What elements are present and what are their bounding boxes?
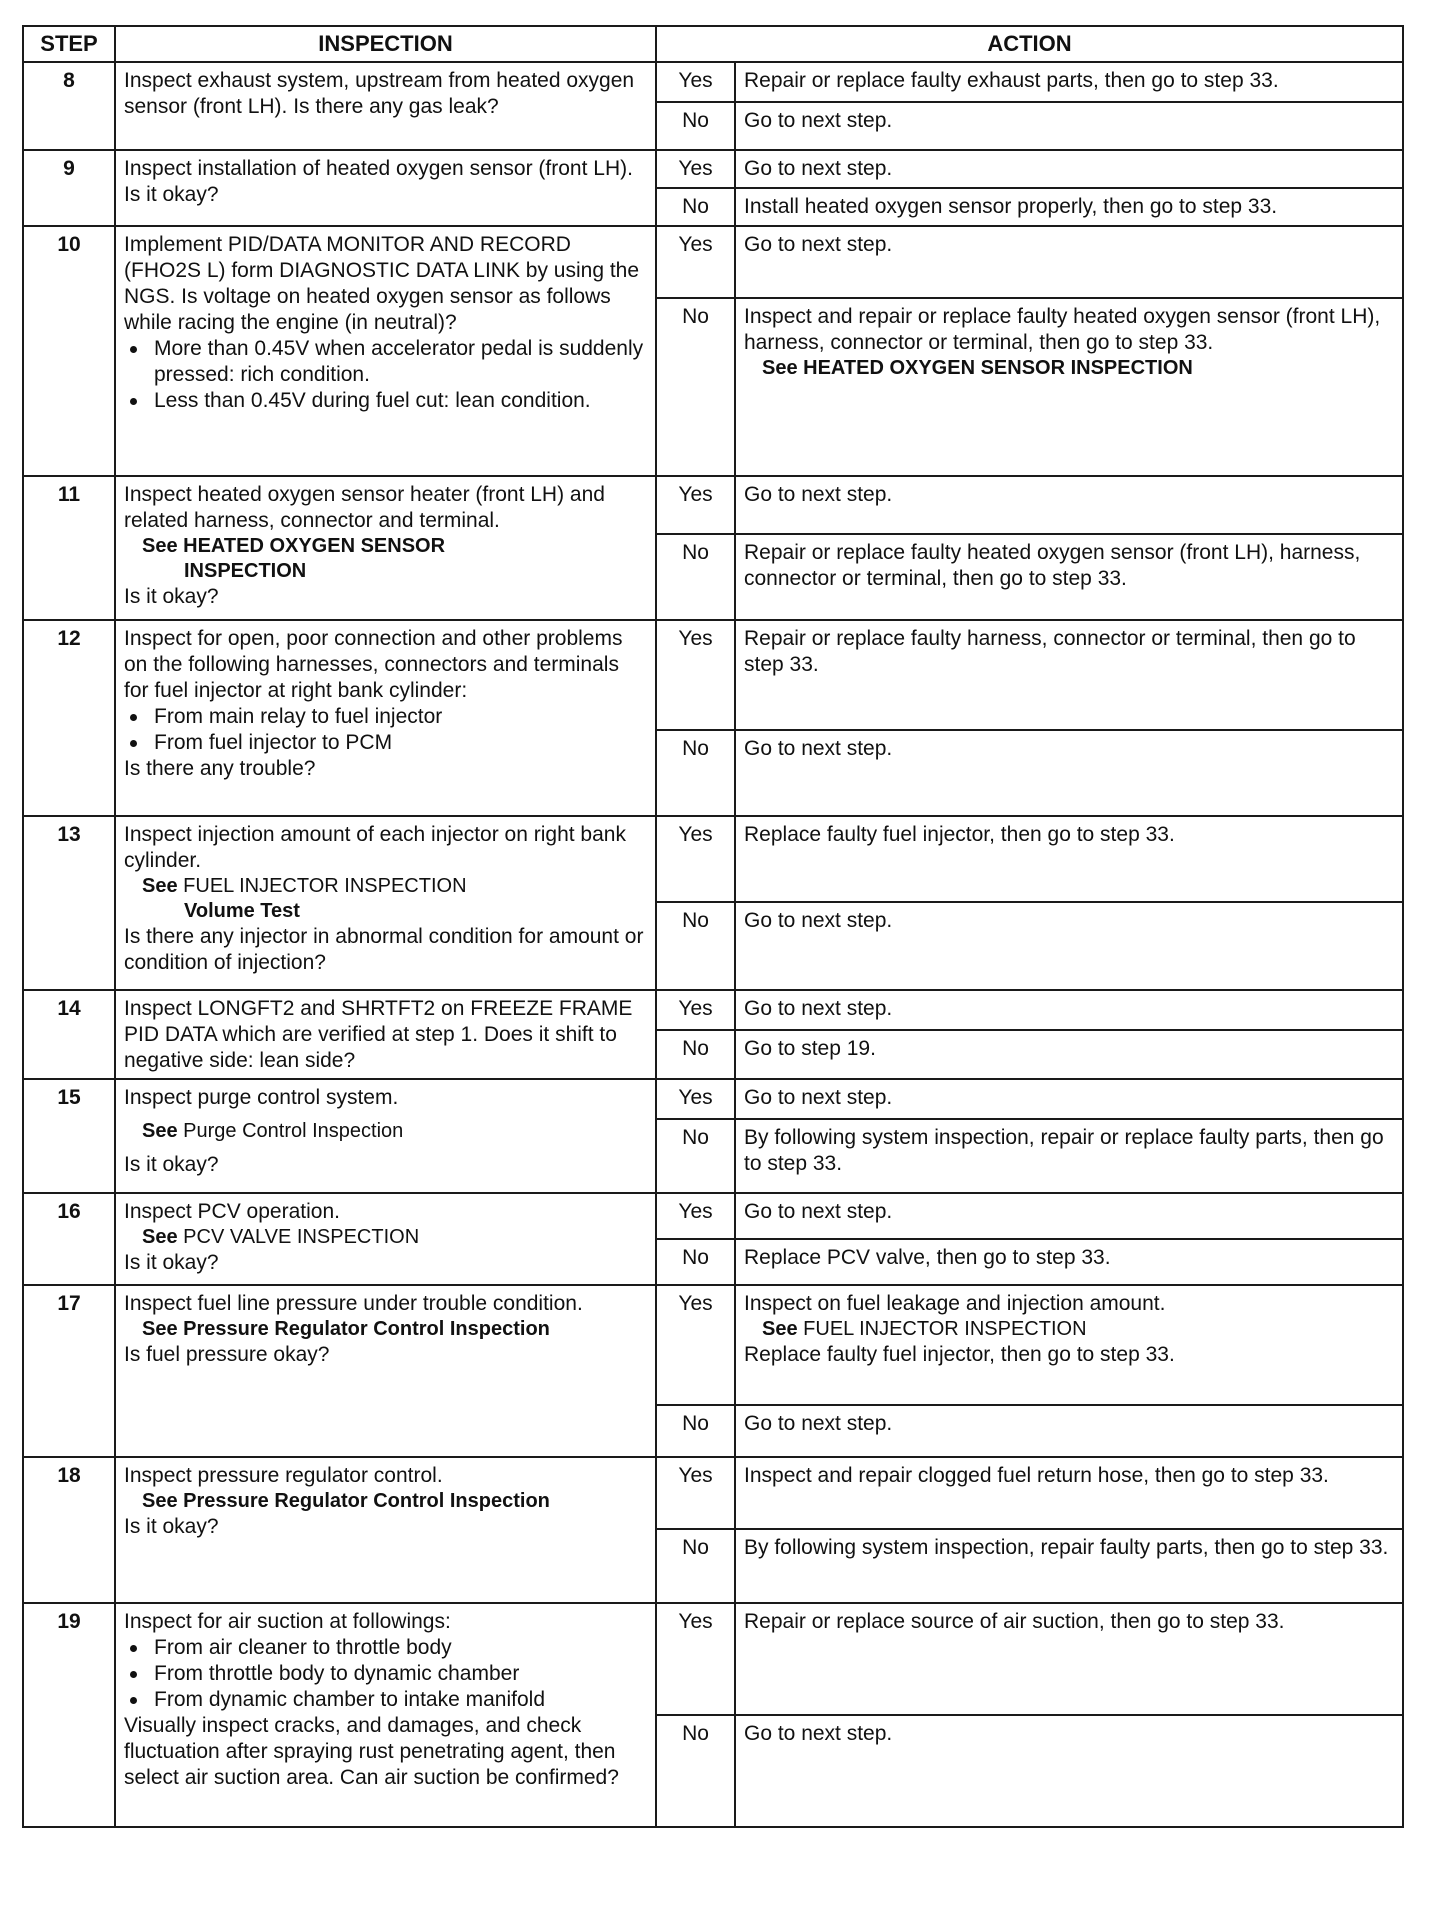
inspection-cell <box>115 816 656 990</box>
inspection-text: Inspect for air suction at followings: <box>124 1610 451 1634</box>
list-item: Less than 0.45V during fuel cut: lean condition. <box>124 388 647 414</box>
no-action: Repair or replace faulty heated oxygen sensor (front LH), harness, connector or terminal, then go to step 33. <box>735 534 1403 620</box>
inspection-cell <box>115 1457 656 1603</box>
list-item: From dynamic chamber to intake manifold <box>124 1687 647 1713</box>
no-action: Go to next step. <box>735 102 1403 150</box>
table-row <box>23 1079 1403 1119</box>
table-row <box>23 1193 1403 1239</box>
see-reference: See Pressure Regulator Control Inspection <box>142 1490 550 1513</box>
inspection-question: Is it okay? <box>124 1514 219 1538</box>
header-step: STEP <box>23 26 115 62</box>
inspection-text: Inspect purge control system. <box>124 1086 399 1110</box>
see-reference: See HEATED OXYGEN SENSOR <box>142 535 446 558</box>
no-label: No <box>656 1030 735 1079</box>
yes-action: Repair or replace faulty exhaust parts, then go to step 33. <box>735 62 1403 102</box>
inspection-cell <box>115 62 656 150</box>
inspection-text: Inspect injection amount of each injector on right bank cylinder. <box>124 823 626 873</box>
yes-action: Go to next step. <box>735 150 1403 188</box>
see-prefix: See <box>142 1226 178 1249</box>
no-action-cell <box>735 298 1403 476</box>
table-row <box>23 1285 1403 1405</box>
yes-action-followup: Replace faulty fuel injector, then go to step 33. <box>744 1342 1175 1366</box>
table-row <box>23 620 1403 730</box>
inspection-cell <box>115 990 656 1079</box>
yes-label: Yes <box>656 150 735 188</box>
list-item: From throttle body to dynamic chamber <box>124 1661 647 1687</box>
no-label: No <box>656 534 735 620</box>
see-reference: See HEATED OXYGEN SENSOR INSPECTION <box>762 357 1193 380</box>
list-item: From air cleaner to throttle body <box>124 1635 647 1661</box>
see-target: FUEL INJECTOR INSPECTION <box>183 875 467 898</box>
inspection-question: Is it okay? <box>124 1152 219 1176</box>
no-action: Go to step 19. <box>735 1030 1403 1079</box>
see-subreference: Volume Test <box>184 899 300 922</box>
step-number: 14 <box>23 990 115 1079</box>
inspection-cell <box>115 1603 656 1827</box>
step-number: 19 <box>23 1603 115 1827</box>
yes-action: Repair or replace faulty harness, connector or terminal, then go to step 33. <box>735 620 1403 730</box>
see-target: Purge Control Inspection <box>183 1120 404 1143</box>
see-reference <box>124 874 647 899</box>
step-number: 17 <box>23 1285 115 1457</box>
step-number: 9 <box>23 150 115 226</box>
inspection-question: Visually inspect cracks, and damages, and check fluctuation after spraying rust penetrating agent, then select air suction area. Can air suction be confirmed? <box>124 1714 619 1790</box>
see-reference <box>124 1119 647 1144</box>
list-item: From fuel injector to PCM <box>124 730 647 756</box>
yes-label: Yes <box>656 1603 735 1715</box>
inspection-question: Is it okay? <box>124 584 219 608</box>
table-row <box>23 1457 1403 1529</box>
no-label: No <box>656 902 735 990</box>
no-label: No <box>656 1119 735 1193</box>
inspection-cell <box>115 226 656 476</box>
no-label: No <box>656 298 735 476</box>
yes-action: Inspect and repair clogged fuel return hose, then go to step 33. <box>735 1457 1403 1529</box>
step-number: 15 <box>23 1079 115 1193</box>
step-number: 12 <box>23 620 115 816</box>
no-label: No <box>656 1405 735 1457</box>
step-number: 11 <box>23 476 115 620</box>
table-row <box>23 990 1403 1030</box>
inspection-cell <box>115 1079 656 1193</box>
no-action: Go to next step. <box>735 1715 1403 1827</box>
see-prefix: See <box>142 875 178 898</box>
header-inspection: INSPECTION <box>115 26 656 62</box>
yes-label: Yes <box>656 226 735 298</box>
see-reference <box>744 1317 1394 1342</box>
no-action: Replace PCV valve, then go to step 33. <box>735 1239 1403 1285</box>
yes-action: Go to next step. <box>735 1193 1403 1239</box>
yes-label: Yes <box>656 816 735 902</box>
see-target: FUEL INJECTOR INSPECTION <box>803 1318 1087 1341</box>
inspection-text: Inspect fuel line pressure under trouble condition. <box>124 1292 583 1316</box>
step-number: 10 <box>23 226 115 476</box>
step-number: 8 <box>23 62 115 150</box>
inspection-question: Is it okay? <box>124 1250 219 1274</box>
no-action: Go to next step. <box>735 902 1403 990</box>
no-action: Install heated oxygen sensor properly, then go to step 33. <box>735 188 1403 226</box>
yes-action: Go to next step. <box>735 1079 1403 1119</box>
yes-label: Yes <box>656 1193 735 1239</box>
yes-label: Yes <box>656 1079 735 1119</box>
header-row <box>23 26 1403 62</box>
no-action: Inspect and repair or replace faulty heated oxygen sensor (front LH), harness, connector or terminal, then go to step 33. <box>744 305 1381 355</box>
inspection-text: Inspect heated oxygen sensor heater (front LH) and related harness, connector and terminal. <box>124 483 605 533</box>
inspection-cell <box>115 620 656 816</box>
see-prefix: See <box>142 1120 178 1143</box>
table-row <box>23 226 1403 298</box>
diagnostic-table <box>22 25 1404 1828</box>
bullet-list <box>124 704 647 756</box>
bullet-list <box>124 1635 647 1713</box>
table-row <box>23 1603 1403 1715</box>
table-row <box>23 816 1403 902</box>
inspection-cell <box>115 1193 656 1285</box>
yes-action: Repair or replace source of air suction, then go to step 33. <box>735 1603 1403 1715</box>
inspection-cell <box>115 476 656 620</box>
no-label: No <box>656 1715 735 1827</box>
bullet-list <box>124 336 647 414</box>
inspection-text: Inspect installation of heated oxygen sensor (front LH). Is it okay? <box>124 157 633 207</box>
step-number: 13 <box>23 816 115 990</box>
yes-action-cell <box>735 1285 1403 1405</box>
no-action: By following system inspection, repair faulty parts, then go to step 33. <box>735 1529 1403 1603</box>
yes-label: Yes <box>656 620 735 730</box>
see-reference <box>124 1225 647 1250</box>
yes-action: Replace faulty fuel injector, then go to step 33. <box>735 816 1403 902</box>
yes-label: Yes <box>656 1457 735 1529</box>
inspection-cell <box>115 1285 656 1457</box>
no-label: No <box>656 102 735 150</box>
inspection-text: Inspect exhaust system, upstream from heated oxygen sensor (front LH). Is there any gas leak? <box>124 69 635 119</box>
no-action: By following system inspection, repair or replace faulty parts, then go to step 33. <box>735 1119 1403 1193</box>
yes-label: Yes <box>656 62 735 102</box>
inspection-question: Is there any injector in abnormal condition for amount or condition of injection? <box>124 924 644 974</box>
inspection-question: Is there any trouble? <box>124 757 316 781</box>
see-reference-continued: INSPECTION <box>184 559 307 582</box>
inspection-text: Implement PID/DATA MONITOR AND RECORD (FHO2S L) form DIAGNOSTIC DATA LINK by using the NGS. Is voltage on heated oxygen sensor as follows while racing the engine (in neutral)? <box>124 233 640 335</box>
step-number: 18 <box>23 1457 115 1603</box>
inspection-cell <box>115 150 656 226</box>
inspection-text: Inspect LONGFT2 and SHRTFT2 on FREEZE FRAME PID DATA which are verified at step 1. Does it shift to negative side: lean side? <box>124 997 633 1073</box>
no-action: Go to next step. <box>735 730 1403 816</box>
yes-action: Go to next step. <box>735 226 1403 298</box>
step-number: 16 <box>23 1193 115 1285</box>
yes-action: Go to next step. <box>735 990 1403 1030</box>
inspection-text: Inspect pressure regulator control. <box>124 1464 443 1488</box>
no-label: No <box>656 1239 735 1285</box>
inspection-text: Inspect for open, poor connection and other problems on the following harnesses, connectors and terminals for fuel injector at right bank cylinder: <box>124 627 623 703</box>
yes-label: Yes <box>656 990 735 1030</box>
yes-action: Inspect on fuel leakage and injection amount. <box>744 1292 1166 1316</box>
see-prefix: See <box>762 1318 798 1341</box>
no-label: No <box>656 730 735 816</box>
yes-label: Yes <box>656 476 735 534</box>
list-item: More than 0.45V when accelerator pedal is suddenly pressed: rich condition. <box>124 336 647 388</box>
no-label: No <box>656 1529 735 1603</box>
no-label: No <box>656 188 735 226</box>
no-action: Go to next step. <box>735 1405 1403 1457</box>
see-target: PCV VALVE INSPECTION <box>183 1226 420 1249</box>
yes-label: Yes <box>656 1285 735 1405</box>
list-item: From main relay to fuel injector <box>124 704 647 730</box>
table-row <box>23 150 1403 188</box>
inspection-text: Inspect PCV operation. <box>124 1200 340 1224</box>
table-row <box>23 62 1403 102</box>
header-action: ACTION <box>656 26 1403 62</box>
table-row <box>23 476 1403 534</box>
yes-action: Go to next step. <box>735 476 1403 534</box>
see-reference: See Pressure Regulator Control Inspection <box>142 1318 550 1341</box>
inspection-question: Is fuel pressure okay? <box>124 1342 330 1366</box>
